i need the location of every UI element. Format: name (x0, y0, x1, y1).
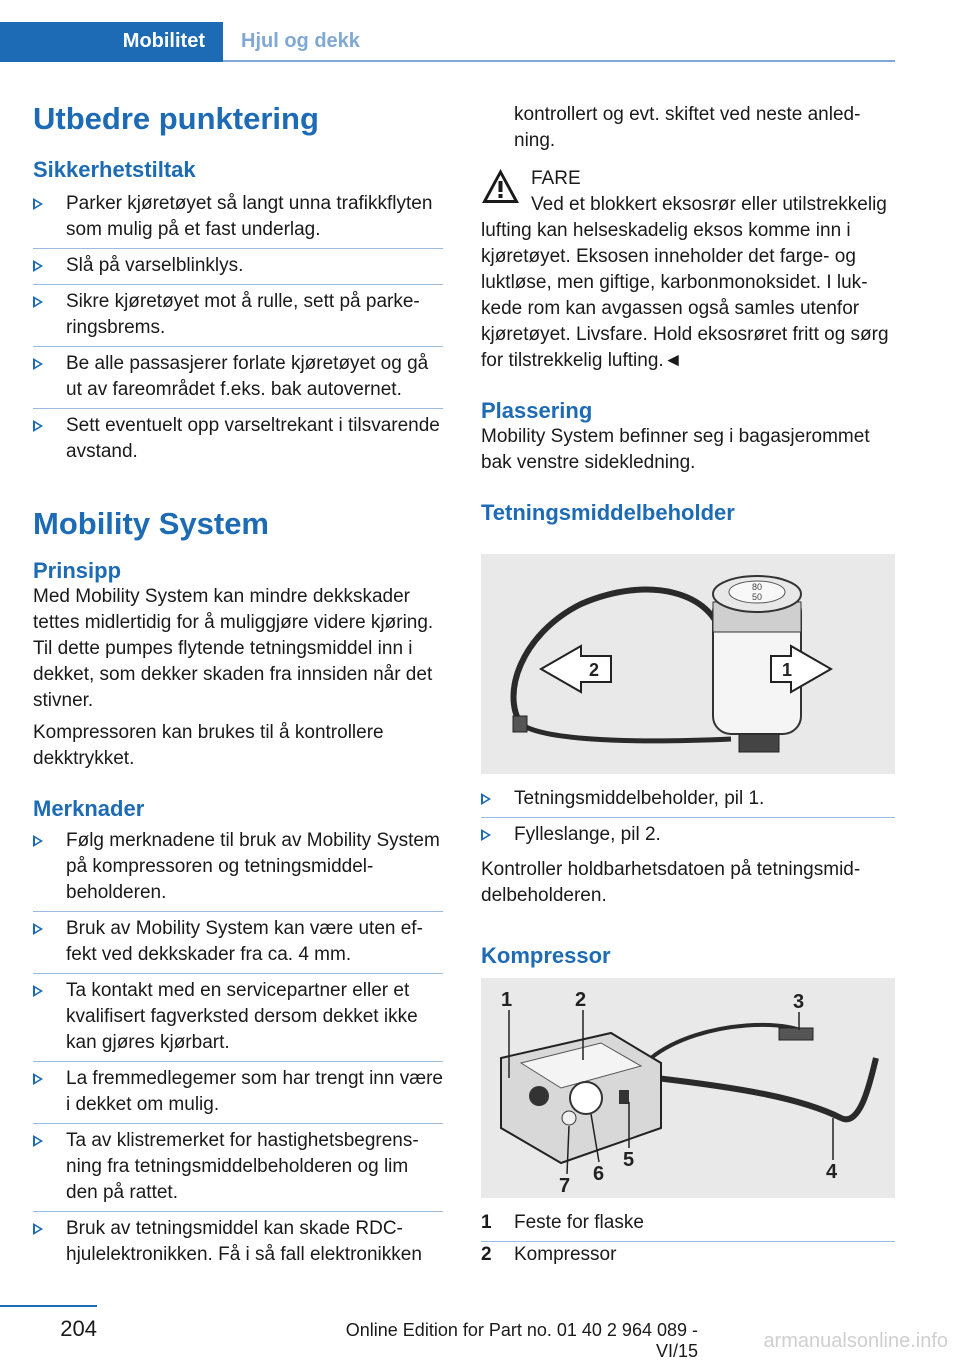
title-repair: Utbedre punktering (33, 101, 319, 136)
arrow-label-2: 2 (588, 660, 600, 680)
bullet-triangle-icon (33, 923, 43, 935)
bullet-triangle-icon (33, 420, 43, 432)
tab-hjul-og-dekk-label: Hjul og dekk (241, 30, 360, 52)
bullet-triangle-icon (33, 835, 43, 847)
compressor-heading: Kompressor (481, 943, 611, 968)
legend-text: Kompressor (514, 1244, 617, 1265)
safety-list (33, 191, 443, 470)
list-item: Sikre kjøretøyet mot å rulle, sett på parkeringsbrems. (33, 289, 443, 347)
callout-1: 1 (501, 989, 513, 1011)
bullet-triangle-icon (33, 1223, 43, 1235)
danger-block (481, 166, 895, 374)
callout-6: 6 (593, 1163, 605, 1185)
bottle-label-80: 80 (751, 582, 763, 592)
safety-heading: Sikkerhetstiltak (33, 157, 196, 182)
footer-rule (0, 1305, 97, 1307)
list-item: Ta kontakt med en servicepartner eller et kvalifisert fagverksted dersom dekket ikke kan gjøres kjørbart. (33, 978, 443, 1062)
list-item: Slå på varselblinklys. (33, 253, 443, 285)
bullet-triangle-icon (33, 260, 43, 272)
arrow-label-1: 1 (781, 660, 793, 680)
callout-4: 4 (826, 1161, 838, 1183)
bullet-triangle-icon (33, 296, 43, 308)
bullet-triangle-icon (33, 1073, 43, 1085)
bottle-label-50: 50 (751, 592, 763, 602)
list-item: Fylleslange, pil 2. (481, 822, 895, 853)
bullet-triangle-icon (481, 829, 491, 841)
legend-text: Feste for flaske (514, 1212, 644, 1233)
danger-label: FARE (531, 168, 581, 189)
danger-text: Ved et blokkert eksosrør eller utilstrekkelig lufting kan helseskadelig eksos komme inn i kjøretøyet. Eksosen inneholder det farge- og luktløse, men giftige, karbonmonoksidet. I lukkede rom kan avgassen også samles utenfor kjøretøyet. Livsfare. Hold eksosrøret fritt og sørg for tilstrekkelig lufting.◄ (481, 194, 889, 371)
shelf-life-text: Kontroller holdbarhetsdatoen på tetningsmiddelbeholderen. (481, 859, 861, 906)
bullet-triangle-icon (481, 793, 491, 805)
page-number: 204 (60, 1316, 97, 1341)
placement-heading: Plassering (481, 398, 593, 423)
right-column-top (481, 102, 895, 526)
principle-heading: Prinsipp (33, 558, 122, 583)
principle-text: Med Mobility System kan mindre dekkskader tettes midlertidig for å muliggjøre videre kjøring. Til dette pumpes flytende tetningsmiddel inn i dekket, som dekker skaden fra innsiden når det stivner. (33, 586, 434, 711)
callout-3: 3 (793, 991, 805, 1013)
sealant-list-block (481, 786, 895, 969)
title-mobility: Mobility System (33, 506, 269, 541)
legend-num: 2 (481, 1244, 492, 1265)
continuation-text: kontrollert og evt. skiftet ved neste anledning. (514, 104, 861, 151)
legend-num: 1 (481, 1212, 492, 1233)
bullet-triangle-icon (33, 985, 43, 997)
compressor-info-text: Kompressoren kan brukes til å kontrollere dekktrykket. (33, 722, 384, 769)
callout-7: 7 (559, 1175, 571, 1197)
list-item: Ta av klistremerket for hastighetsbegrensning fra tetningsmiddelbeholderen og lim den på rattet. (33, 1128, 443, 1212)
notes-heading: Merknader (33, 796, 145, 821)
list-item: Bruk av Mobility System kan være uten effekt ved dekkskader fra ca. 4 mm. (33, 916, 443, 974)
callout-2: 2 (575, 989, 587, 1011)
compressor-illustration (481, 978, 895, 1198)
watermark: armanualsonline.info (763, 1330, 948, 1352)
list-item: Følg merknadene til bruk av Mobility System på kompressoren og tetningsmiddelbeholderen. (33, 828, 443, 912)
edition-text: Online Edition for Part no. 01 40 2 964 089 - VI/15 (345, 1320, 698, 1361)
bullet-triangle-icon (33, 358, 43, 370)
arrow-2-icon (541, 646, 611, 692)
bullet-triangle-icon (33, 198, 43, 210)
callout-5: 5 (623, 1149, 635, 1171)
list-item: La fremmedlegemer som har trengt inn være i dekket om mulig. (33, 1066, 443, 1124)
list-item: Bruk av tetningsmiddel kan skade RDC-hjulelektronikken. Få i så fall elektronikken (33, 1216, 443, 1273)
left-column (33, 101, 443, 1277)
sealant-container-figure (481, 554, 895, 774)
compressor-figure (481, 978, 895, 1198)
legend-row (481, 1242, 895, 1273)
notes-list (33, 828, 443, 1273)
sealant-list (481, 786, 895, 853)
tab-hjul-og-dekk[interactable] (223, 22, 895, 62)
list-item: Sett eventuelt opp varseltrekant i tilsvarende avstand. (33, 413, 443, 470)
warning-triangle-icon (481, 168, 520, 204)
tab-mobilitet-label: Mobilitet (122, 30, 205, 52)
sealant-container-illustration (481, 554, 895, 774)
placement-text: Mobility System befinner seg i bagasjerommet bak venstre sidekledning. (481, 426, 870, 473)
list-item: Parker kjøretøyet så langt unna trafikkflyten som mulig på et fast underlag. (33, 191, 443, 249)
tab-mobilitet[interactable] (0, 22, 223, 62)
sealant-heading: Tetningsmiddelbeholder (481, 500, 735, 525)
header-rule (223, 60, 895, 62)
list-item: Tetningsmiddelbeholder, pil 1. (481, 786, 895, 818)
list-item: Be alle passasjerer forlate kjøretøyet og gå ut av fareområdet f.eks. bak autovernet. (33, 351, 443, 409)
bullet-triangle-icon (33, 1135, 43, 1147)
legend-row (481, 1210, 895, 1242)
